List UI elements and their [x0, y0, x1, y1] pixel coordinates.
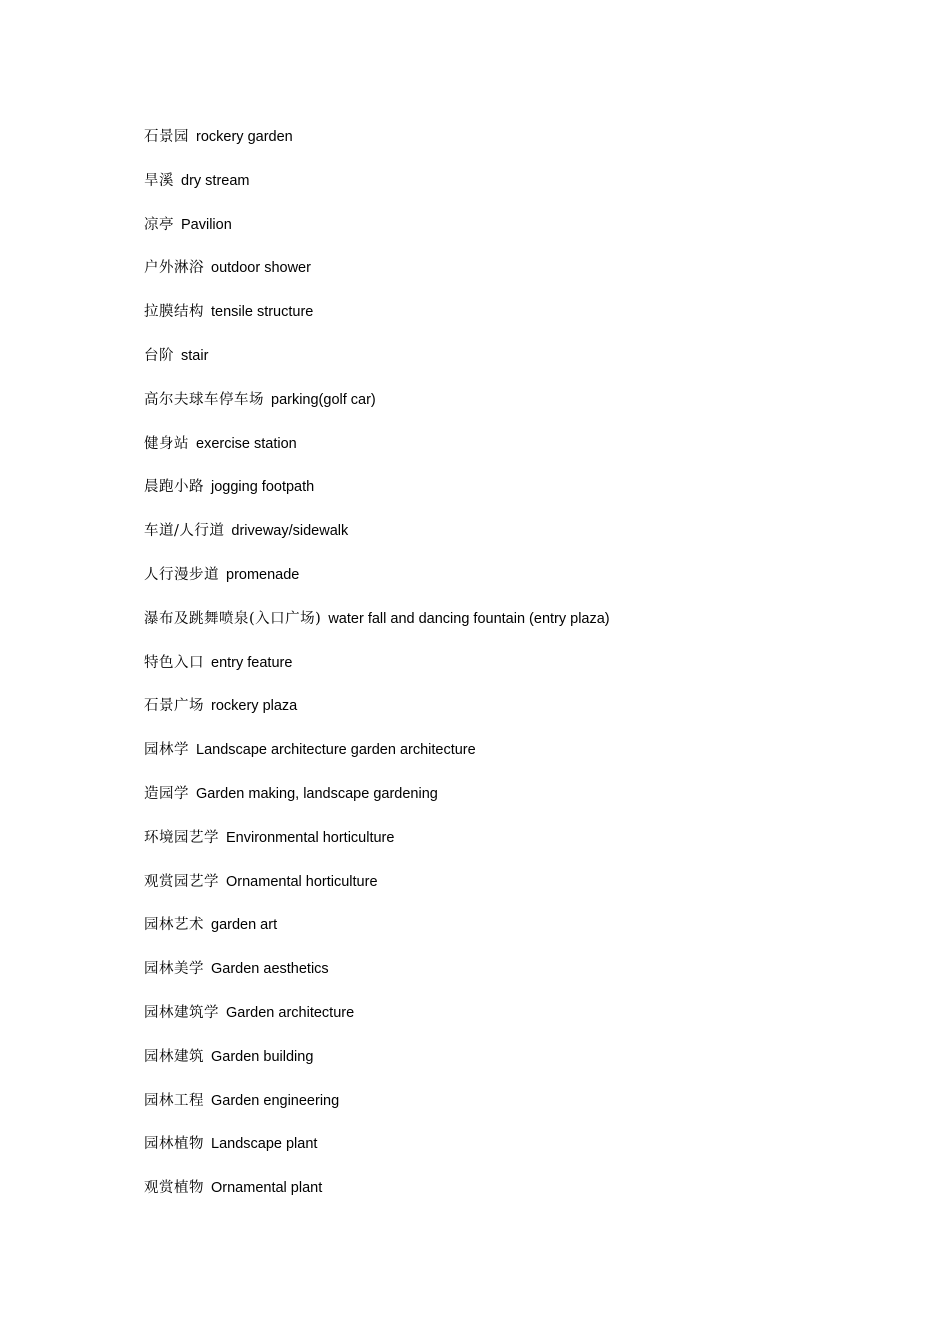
term-chinese: 台阶: [144, 347, 174, 364]
term-english: Garden making, landscape gardening: [196, 785, 438, 802]
term-chinese: 拉膜结构: [144, 304, 204, 321]
term-english: Ornamental horticulture: [226, 873, 378, 890]
glossary-entry: [144, 827, 610, 871]
glossary-entry: [144, 608, 610, 652]
term-english: tensile structure: [211, 304, 314, 321]
term-chinese: 晨跑小路: [144, 479, 204, 496]
glossary-list: [144, 126, 610, 1221]
term-english: Landscape plant: [211, 1136, 318, 1153]
glossary-entry: [144, 476, 610, 520]
term-english: parking(golf car): [271, 391, 376, 408]
term-chinese: 园林建筑: [144, 1048, 204, 1065]
term-english: entry feature: [211, 654, 293, 671]
glossary-entry: [144, 170, 610, 214]
term-chinese: 园林艺术: [144, 917, 204, 934]
glossary-entry: [144, 1090, 610, 1134]
term-chinese: 车道/人行道: [144, 523, 225, 540]
term-english: Garden architecture: [226, 1004, 355, 1021]
term-chinese: 园林建筑学: [144, 1004, 219, 1021]
term-chinese: 特色入口: [144, 654, 204, 671]
term-chinese: 户外淋浴: [144, 260, 204, 277]
glossary-entry: [144, 345, 610, 389]
term-chinese: 旱溪: [144, 172, 174, 189]
term-english: Environmental horticulture: [226, 829, 395, 846]
glossary-entry: [144, 126, 610, 170]
term-chinese: 高尔夫球车停车场: [144, 391, 264, 408]
glossary-entry: [144, 257, 610, 301]
glossary-entry: [144, 871, 610, 915]
term-english: jogging footpath: [211, 479, 315, 496]
term-english: driveway/sidewalk: [231, 523, 349, 540]
glossary-entry: [144, 564, 610, 608]
term-english: outdoor shower: [211, 260, 311, 277]
term-english: Garden building: [211, 1048, 314, 1065]
term-chinese: 园林工程: [144, 1092, 204, 1109]
term-chinese: 健身站: [144, 435, 189, 452]
glossary-entry: [144, 1177, 610, 1221]
term-chinese: 石景广场: [144, 698, 204, 715]
term-english: exercise station: [196, 435, 297, 452]
term-chinese: 观赏植物: [144, 1180, 204, 1197]
term-english: Pavilion: [181, 216, 232, 233]
term-english: rockery garden: [196, 129, 293, 145]
term-english: promenade: [226, 566, 300, 583]
term-english: rockery plaza: [211, 698, 298, 715]
term-english: Garden engineering: [211, 1092, 340, 1109]
term-chinese: 园林美学: [144, 961, 204, 978]
term-english: Garden aesthetics: [211, 961, 329, 978]
term-chinese: 园林学: [144, 742, 189, 759]
term-chinese: 瀑布及跳舞喷泉(入口广场): [144, 610, 322, 627]
term-chinese: 观赏园艺学: [144, 873, 219, 890]
term-chinese: 凉亭: [144, 216, 174, 233]
glossary-entry: [144, 695, 610, 739]
glossary-entry: [144, 520, 610, 564]
glossary-entry: [144, 214, 610, 258]
glossary-entry: [144, 389, 610, 433]
term-chinese: 园林植物: [144, 1136, 204, 1153]
term-english: dry stream: [181, 172, 250, 189]
glossary-entry: [144, 433, 610, 477]
glossary-entry: [144, 914, 610, 958]
glossary-entry: [144, 783, 610, 827]
glossary-entry: [144, 1133, 610, 1177]
glossary-entry: [144, 739, 610, 783]
term-english: stair: [181, 347, 209, 364]
term-chinese: 石景园: [144, 129, 189, 145]
term-english: Landscape architecture garden architecture: [196, 742, 476, 759]
glossary-entry: [144, 958, 610, 1002]
term-chinese: 人行漫步道: [144, 566, 219, 583]
term-english: garden art: [211, 917, 278, 934]
glossary-entry: [144, 1046, 610, 1090]
glossary-entry: [144, 301, 610, 345]
term-english: water fall and dancing fountain (entry plaza): [328, 610, 610, 627]
glossary-entry: [144, 1002, 610, 1046]
term-chinese: 造园学: [144, 785, 189, 802]
glossary-entry: [144, 652, 610, 696]
term-chinese: 环境园艺学: [144, 829, 219, 846]
term-english: Ornamental plant: [211, 1180, 323, 1197]
